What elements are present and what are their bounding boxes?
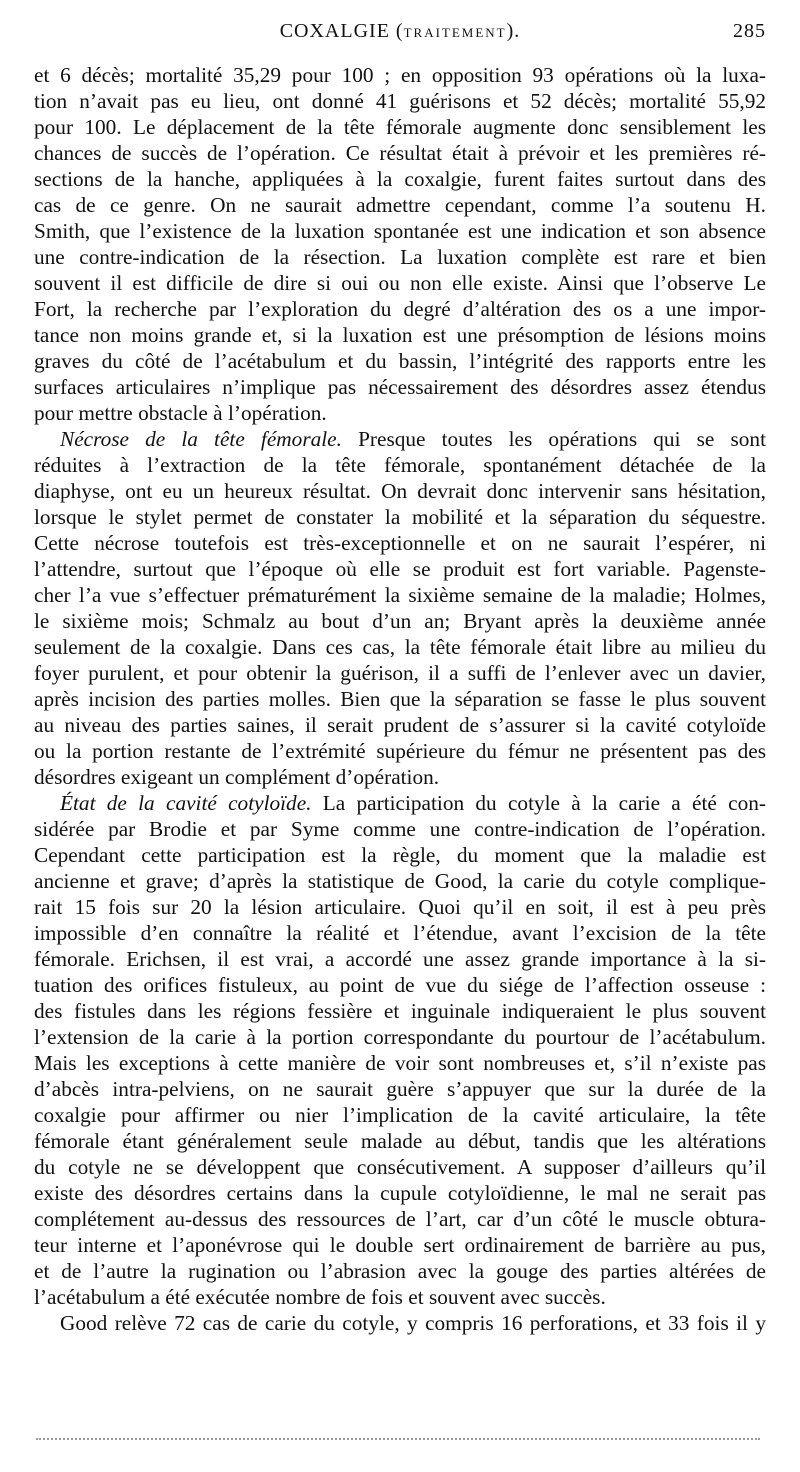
text-line-paragraph-end bbox=[34, 764, 766, 790]
text-line bbox=[34, 894, 766, 920]
running-title-end: ). bbox=[506, 20, 521, 42]
text-line bbox=[34, 946, 766, 972]
text-line-section-start bbox=[34, 790, 766, 816]
text-line bbox=[34, 842, 766, 868]
text-line bbox=[34, 1232, 766, 1258]
line-text: teur interne et l’aponévrose qui le double sert ordinairement de barrière au pus, bbox=[34, 1233, 766, 1257]
line-text: rait 15 fois sur 20 la lésion articulaire. Quoi qu’il en soit, il est à peu près bbox=[34, 895, 766, 919]
line-text: ou la portion restante de l’extrémité supérieure du fémur ne présentent pas des bbox=[34, 739, 766, 763]
text-line bbox=[34, 660, 766, 686]
text-line bbox=[34, 114, 766, 140]
line-text: l’extension de la carie à la portion correspondante du pourtour de l’acétabulum. bbox=[34, 1025, 766, 1049]
text-line bbox=[34, 1050, 766, 1076]
line-text: Mais les exceptions à cette manière de voir sont nombreuses et, s’il n’existe pas bbox=[34, 1051, 766, 1075]
text-line bbox=[34, 920, 766, 946]
line-text: et 6 décès; mortalité 35,29 pour 100 ; en opposition 93 opérations où la luxa- bbox=[34, 63, 766, 87]
text-line bbox=[34, 244, 766, 270]
line-text: Presque toutes les opérations qui se sont bbox=[341, 427, 766, 451]
line-text: désordres exigeant un complément d’opération. bbox=[34, 765, 440, 789]
line-text: surfaces articulaires n’implique pas nécessairement des désordres assez étendus bbox=[34, 375, 766, 399]
line-text: tuation des orifices fistuleux, au point de vue du siége de l’affection osseuse : bbox=[34, 973, 766, 997]
line-text: cas de ce genre. On ne saurait admettre cependant, comme l’a soutenu H. bbox=[34, 193, 766, 217]
text-line bbox=[34, 998, 766, 1024]
text-line bbox=[34, 1180, 766, 1206]
line-text: fémorale étant généralement seule malade au début, tandis que les altérations bbox=[34, 1129, 766, 1153]
line-text: l’acétabulum a été exécutée nombre de fois et souvent avec succès. bbox=[34, 1285, 606, 1309]
line-text: et de l’autre la rugination ou l’abrasion avec la gouge des parties altérées de bbox=[34, 1259, 766, 1283]
text-line bbox=[34, 348, 766, 374]
line-text: ancienne et grave; d’après la statistique de Good, la carie du cotyle complique- bbox=[34, 869, 766, 893]
text-line bbox=[34, 556, 766, 582]
text-line bbox=[34, 1024, 766, 1050]
text-line bbox=[34, 270, 766, 296]
text-line bbox=[34, 582, 766, 608]
line-text: existe des désordres certains dans la cupule cotyloïdienne, le mal ne serait pas bbox=[34, 1181, 766, 1205]
text-line bbox=[34, 1076, 766, 1102]
line-text: foyer purulent, et pour obtenir la guérison, il a suffi de l’enlever avec un davier, bbox=[34, 661, 766, 685]
line-text: pour 100. Le déplacement de la tête fémorale augmente donc sensiblement les bbox=[34, 115, 766, 139]
line-text: Cette nécrose toutefois est très-exceptionnelle et on ne saurait l’espérer, ni bbox=[34, 531, 766, 555]
line-text: du cotyle ne se développent que consécutivement. A supposer d’ailleurs qu’il bbox=[34, 1155, 766, 1179]
text-line bbox=[34, 374, 766, 400]
line-text: des fistules dans les régions fessière et inguinale indiqueraient le plus souvent bbox=[34, 999, 766, 1023]
text-line bbox=[34, 686, 766, 712]
text-line bbox=[34, 530, 766, 556]
text-line bbox=[34, 634, 766, 660]
line-text: lorsque le stylet permet de constater la mobilité et la séparation du séquestre. bbox=[34, 505, 766, 529]
line-text: graves du côté de l’acétabulum et du bassin, l’intégrité des rapports entre les bbox=[34, 349, 766, 373]
line-text: Good relève 72 cas de carie du cotyle, y compris 16 perforations, et 33 fois il y bbox=[60, 1311, 766, 1335]
text-line-paragraph-end bbox=[34, 1284, 766, 1310]
text-line bbox=[34, 1258, 766, 1284]
line-text: La participation du cotyle à la carie a été con- bbox=[311, 791, 766, 815]
text-line bbox=[34, 322, 766, 348]
text-line-paragraph-start bbox=[34, 1310, 766, 1336]
text-line bbox=[34, 608, 766, 634]
line-text: fémorale. Erichsen, il est vrai, a accordé une assez grande importance à la si- bbox=[34, 947, 766, 971]
text-line bbox=[34, 868, 766, 894]
line-text: souvent il est difficile de dire si oui ou non elle existe. Ainsi que l’observe Le bbox=[34, 271, 766, 295]
line-text: Fort, la recherche par l’exploration du degré d’altération des os a une impor- bbox=[34, 297, 766, 321]
line-text: Cependant cette participation est la règle, du moment que la maladie est bbox=[34, 843, 766, 867]
text-line bbox=[34, 1102, 766, 1128]
text-line bbox=[34, 452, 766, 478]
section-heading-necrose: Nécrose de la tête fémorale. bbox=[60, 427, 342, 451]
text-line bbox=[34, 972, 766, 998]
line-text: l’attendre, surtout que l’époque où elle se produit est fort variable. Pagenste- bbox=[34, 557, 766, 581]
text-line bbox=[34, 166, 766, 192]
line-text: après incision des parties molles. Bien que la séparation se fasse le plus souvent bbox=[34, 687, 766, 711]
text-line bbox=[34, 1128, 766, 1154]
line-text: impossible d’en connaître la réalité et l’étendue, avant l’excision de la tête bbox=[34, 921, 766, 945]
text-line bbox=[34, 1206, 766, 1232]
running-head bbox=[34, 20, 766, 50]
body-text bbox=[34, 62, 766, 1336]
running-title bbox=[34, 20, 766, 43]
text-line-section-start bbox=[34, 426, 766, 452]
line-text: le sixième mois; Schmalz au bout d’un an; Bryant après la deuxième année bbox=[34, 609, 766, 633]
line-text: chances de succès de l’opération. Ce résultat était à prévoir et les premières ré- bbox=[34, 141, 766, 165]
text-line bbox=[34, 504, 766, 530]
line-text: tion n’avait pas eu lieu, ont donné 41 guérisons et 52 décès; mortalité 55,92 bbox=[34, 89, 766, 113]
line-text: une contre-indication de la résection. La luxation complète est rare et bien bbox=[34, 245, 766, 269]
footer-divider bbox=[36, 1438, 760, 1440]
line-text: complétement au-dessus des ressources de l’art, car d’un côté le muscle obtura- bbox=[34, 1207, 766, 1231]
text-line bbox=[34, 1154, 766, 1180]
running-title-smallcaps: TRAITEMENT bbox=[403, 25, 507, 40]
text-line bbox=[34, 192, 766, 218]
line-text: réduites à l’extraction de la tête fémorale, spontanément détachée de la bbox=[34, 453, 766, 477]
text-line bbox=[34, 62, 766, 88]
line-text: cher l’a vue s’effectuer prématurément la sixième semaine de la maladie; Holmes, bbox=[34, 583, 766, 607]
text-line bbox=[34, 816, 766, 842]
line-text: coxalgie pour affirmer ou nier l’implication de la cavité articulaire, la tête bbox=[34, 1103, 766, 1127]
line-text: sections de la hanche, appliquées à la coxalgie, furent faites surtout dans des bbox=[34, 167, 766, 191]
page-number: 285 bbox=[733, 20, 766, 42]
text-line bbox=[34, 218, 766, 244]
line-text: tance non moins grande et, si la luxation est une présomption de lésions moins bbox=[34, 323, 766, 347]
text-line bbox=[34, 140, 766, 166]
line-text: pour mettre obstacle à l’opération. bbox=[34, 401, 327, 425]
text-line-paragraph-end bbox=[34, 400, 766, 426]
line-text: sidérée par Brodie et par Syme comme une contre-indication de l’opération. bbox=[34, 817, 766, 841]
line-text: diaphyse, ont eu un heureux résultat. On devrait donc intervenir sans hésitation, bbox=[34, 479, 766, 503]
text-line bbox=[34, 88, 766, 114]
section-heading-cotyle: État de la cavité cotyloïde. bbox=[60, 791, 312, 815]
text-line bbox=[34, 712, 766, 738]
running-title-main: COXALGIE ( bbox=[279, 20, 404, 42]
text-line bbox=[34, 296, 766, 322]
line-text: Smith, que l’existence de la luxation spontanée est une indication et son absence bbox=[34, 219, 766, 243]
text-line bbox=[34, 738, 766, 764]
line-text: seulement de la coxalgie. Dans ces cas, la tête fémorale était libre au milieu du bbox=[34, 635, 766, 659]
line-text: d’abcès intra-pelviens, on ne saurait guère s’appuyer que sur la durée de la bbox=[34, 1077, 766, 1101]
text-line bbox=[34, 478, 766, 504]
line-text: au niveau des parties saines, il serait prudent de s’assurer si la cavité cotyloïde bbox=[34, 713, 766, 737]
